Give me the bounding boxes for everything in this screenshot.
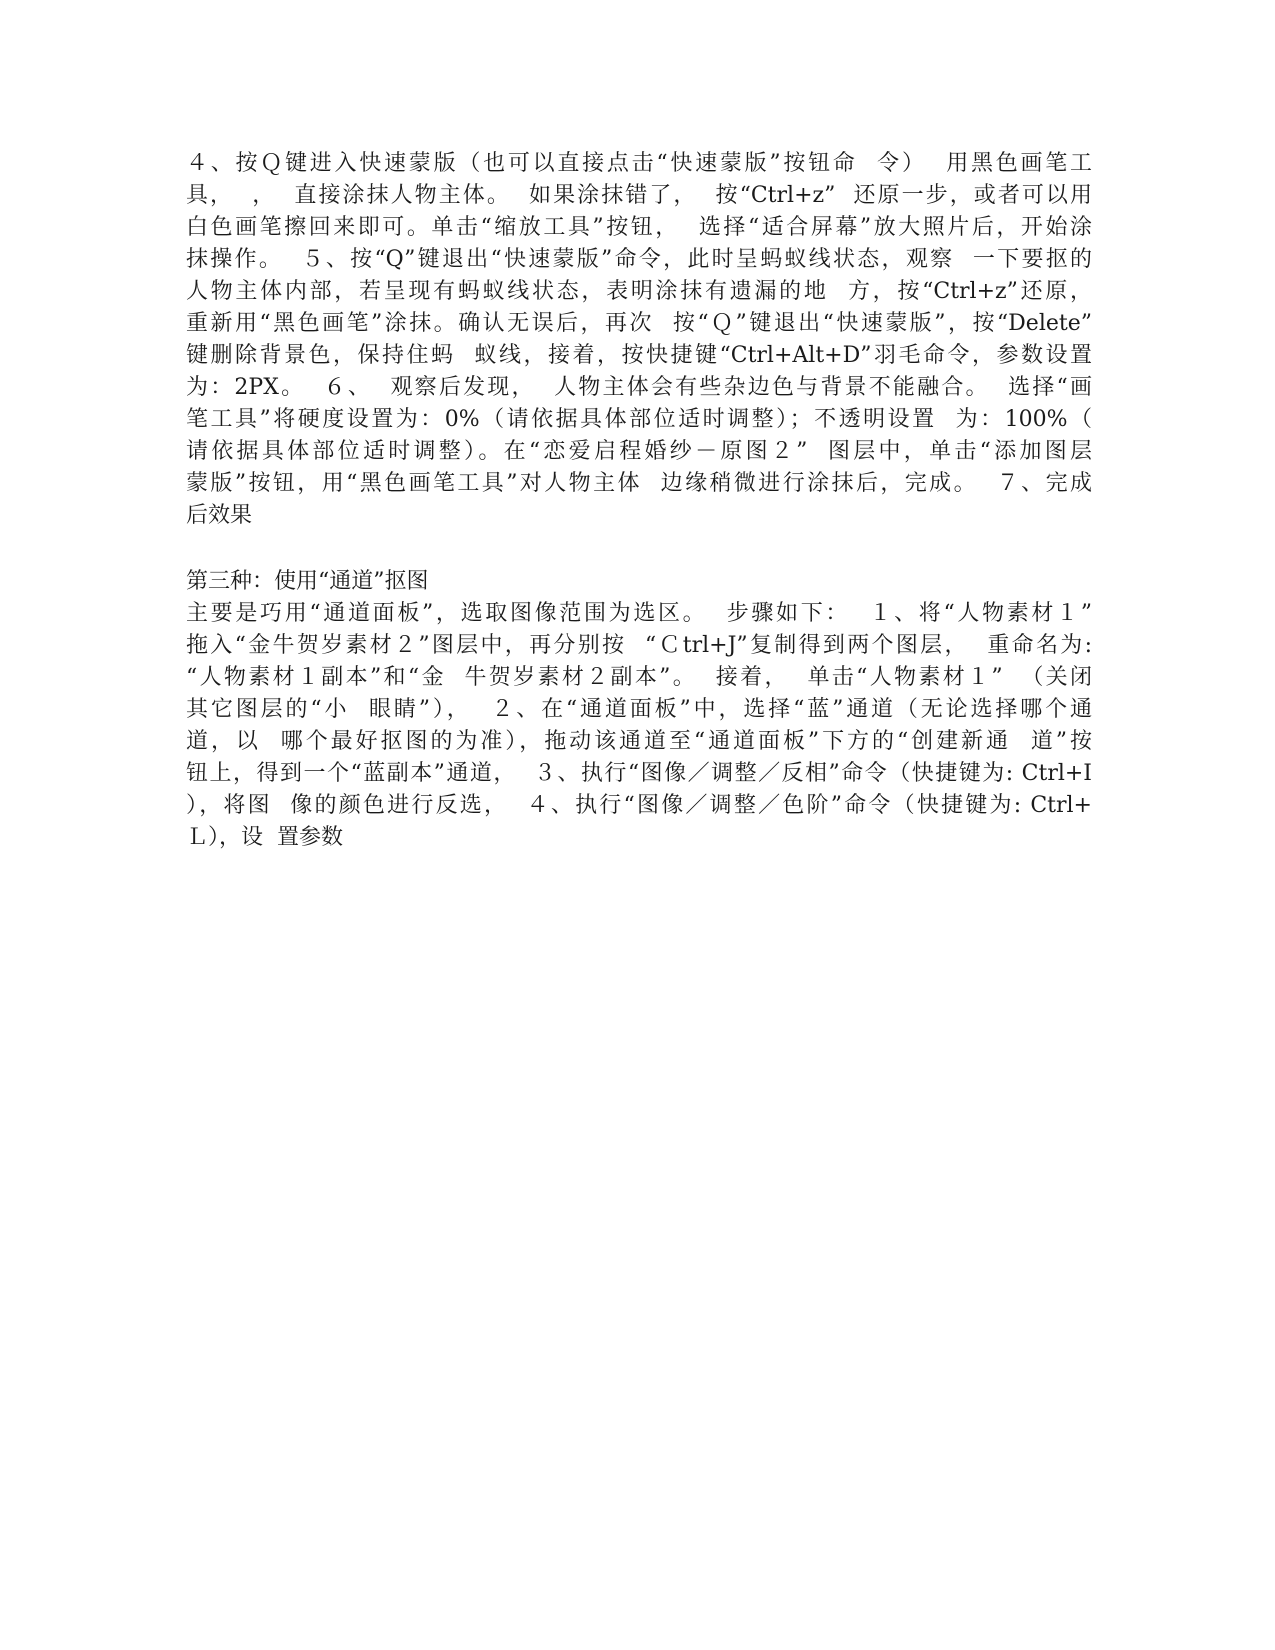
text-line: 钮上，得到一个“蓝副本”通道， ３、执行“图像／调整／反相”命令（快捷键为: Ctrl+I: [186, 761, 1092, 786]
text-line: 道，以 哪个最好抠图的为准），拖动该通道至“通道面板”下方的“创建新通 道”按: [186, 729, 1092, 754]
text-line: 后效果: [186, 503, 253, 528]
text-line: 请依据具体部位适时调整）。在“恋爱启程婚纱－原图２” 图层中，单击“添加图层: [186, 439, 1092, 464]
text-line: 其它图层的“小 眼睛”）， ２、在“通道面板”中，选择“蓝”通道（无论选择哪个通: [186, 697, 1092, 722]
text-line: 人物主体内部，若呈现有蚂蚁线状态，表明涂抹有遗漏的地 方，按“Ctrl+z”还原，: [186, 279, 1092, 304]
text-line: 为：2PX。 ６、 观察后发现， 人物主体会有些杂边色与背景不能融合。 选择“画: [186, 375, 1092, 400]
document-body: [186, 148, 1092, 854]
text-line: 具， ， 直接涂抹人物主体。 如果涂抹错了， 按“Ctrl+z” 还原一步，或者可以用: [186, 183, 1092, 208]
text-line: ４、按Ｑ键进入快速蒙版（也可以直接点击“快速蒙版”按钮命 令） 用黑色画笔工: [186, 151, 1092, 176]
text-line: 拖入“金牛贺岁素材２”图层中，再分别按 “Ｃtrl+J”复制得到两个图层， 重命名为:: [186, 633, 1092, 658]
text-line: 键删除背景色，保持住蚂 蚁线，接着，按快捷键“Ctrl+Alt+D”羽毛命令，参数设置: [186, 343, 1092, 368]
text-line: 笔工具”将硬度设置为：0%（请依据具体部位适时调整）；不透明设置 为：100%（: [186, 407, 1092, 432]
text-line: 重新用“黑色画笔”涂抹。确认无误后，再次 按“Ｑ”键退出“快速蒙版”，按“Delete”: [186, 311, 1092, 336]
section-heading: 第三种：使用“通道”抠图: [186, 569, 429, 594]
text-line: 白色画笔擦回来即可。单击“缩放工具”按钮， 选择“适合屏幕”放大照片后，开始涂: [186, 215, 1092, 240]
text-line: 主要是巧用“通道面板”，选取图像范围为选区。 步骤如下： １、将“人物素材１”: [186, 601, 1092, 626]
text-line: 蒙版”按钮，用“黑色画笔工具”对人物主体 边缘稍微进行涂抹后，完成。 ７、完成: [186, 471, 1092, 496]
paragraph-photoshop-quick-mask: [186, 148, 1092, 532]
section-divider-space: [186, 532, 1092, 566]
text-line: 抹操作。 ５、按“Q”键退出“快速蒙版”命令，此时呈蚂蚁线状态，观察 一下要抠的: [186, 247, 1092, 272]
text-line: ），将图 像的颜色进行反选， ４、执行“图像／调整／色阶”命令（快捷键为: Ctrl+: [186, 793, 1092, 818]
text-line: Ｌ），设 置参数: [186, 825, 343, 850]
paragraph-channel-extraction: [186, 598, 1092, 854]
text-line: “人物素材１副本”和“金 牛贺岁素材２副本”。 接着， 单击“人物素材１” （关闭: [186, 665, 1092, 690]
